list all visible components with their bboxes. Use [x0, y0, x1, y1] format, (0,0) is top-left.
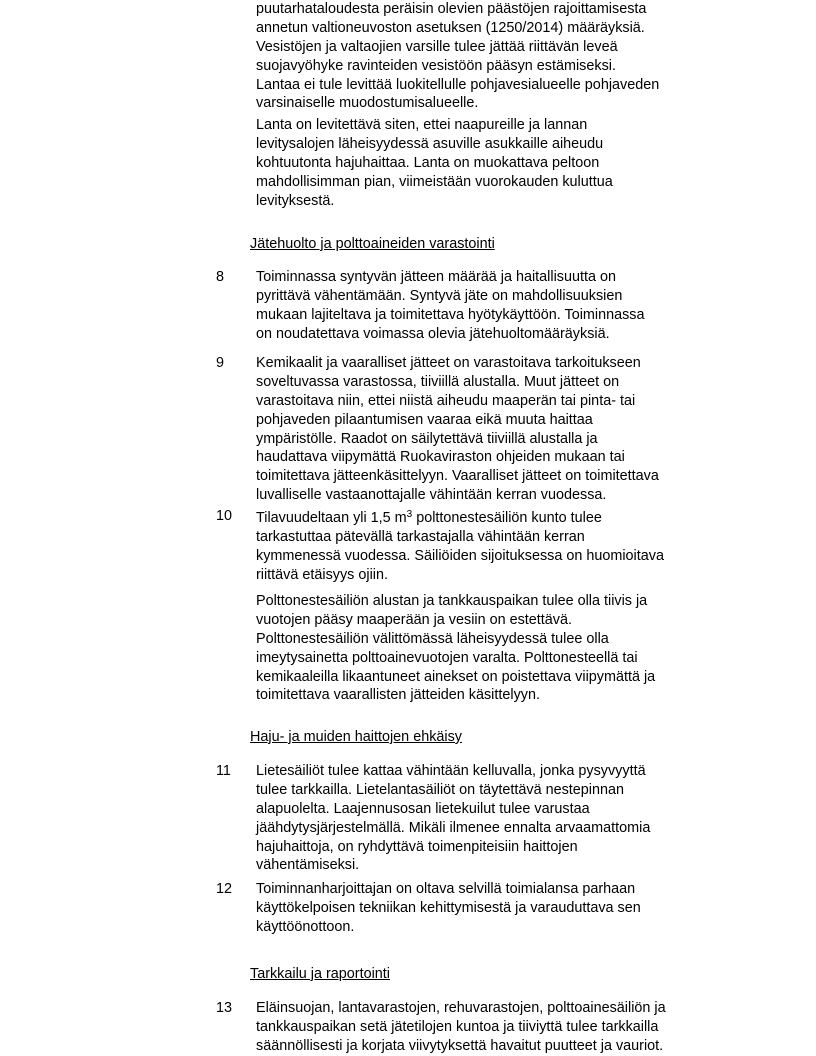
text-line: mahdollisimman pian, viimeistään vuorokauden kuluttua	[256, 173, 613, 190]
text-line: Kemikaalit ja vaaralliset jätteet on varastoitava tarkoitukseen	[256, 355, 641, 371]
text-line: toimitettava jätteenkäsittelyyn. Vaaralliset jätteet on toimitettava	[256, 468, 659, 485]
text-line: Polttonestesäiliön alustan ja tankkauspaikan tulee olla tiivis ja	[256, 593, 648, 609]
item-number-10: 10	[216, 508, 233, 524]
text-line: soveltuvassa varastossa, tiiviillä alustalla. Muut jätteet on	[256, 373, 620, 390]
intro-paragraph-2	[256, 116, 696, 210]
text-line: levitysalojen läheisyydessä asuville asukkaille aiheudu	[256, 135, 604, 152]
text-line: käyttökelpoisen tekniikan kehittymisestä ja varauduttava sen	[256, 899, 641, 916]
text-line: tarkastuttaa pätevällä tarkastajalla vähintään kerran	[256, 528, 585, 545]
text-line: Lietesäiliöt tulee kattaa vähintään kelluvalla, jonka pysyvyyttä	[256, 763, 646, 779]
superscript: 3	[406, 509, 413, 520]
item-12-text	[256, 880, 696, 937]
text-line: puutarhataloudesta peräisin olevien päästöjen rajoittamisesta	[256, 1, 647, 17]
text-line: tankkauspaikan setä jätetilojen kuntoa ja tiiviyttä tulee tarkkailla	[256, 1018, 659, 1035]
text-line: Polttonestesäiliön välittömässä läheisyydessä tulee olla	[256, 630, 609, 647]
text-line: Eläinsuojan, lantavarastojen, rehuvarastojen, polttoainesäiliön ja	[256, 1000, 666, 1016]
text-line: pyrittävä vähentämään. Syntyvä jäte on mahdollisuuksien	[256, 287, 623, 304]
text-line: on noudatettava voimassa olevia jätehuoltomääräyksiä.	[256, 325, 610, 342]
item-10-paragraph-2	[256, 592, 696, 705]
text-line: tulee tarkkailla. Lietelantasäiliöt on täytettävä nestepinnan	[256, 781, 625, 798]
text-line: alapuolelta. Laajennusosan lietekuilut tulee varustaa	[256, 800, 590, 817]
text-line: Lantaa ei tule levittää luokitellulle pohjavesialueelle pohjaveden	[256, 76, 660, 93]
text-line: Toiminnassa syntyvän jätteen määrää ja haitallisuutta on	[256, 269, 616, 285]
intro-paragraph-1	[256, 0, 696, 113]
text-line	[256, 509, 696, 528]
text-line: käyttöönottoon.	[256, 918, 355, 935]
text-line: säännöllisesti ja korjata viivytyksettä havaitut puutteet ja vauriot.	[256, 1037, 664, 1054]
item-8-text	[256, 268, 696, 344]
text-fragment: Tilavuudeltaan yli 1,5 m	[256, 510, 407, 526]
text-line: kemikaaleilla likaantuneet ainekset on poistettava viipymättä ja	[256, 668, 656, 685]
text-line: riittävä etäisyys ojiin.	[256, 566, 388, 583]
section-heading-odour: Haju- ja muiden haittojen ehkäisy	[250, 729, 462, 745]
item-number-13: 13	[216, 1000, 233, 1016]
text-line: suojavyöhyke ravinteiden vesistöön pääsyn estämiseksi.	[256, 57, 616, 74]
item-number-9: 9	[216, 355, 225, 371]
text-line: Toiminnanharjoittajan on oltava selvillä toimialansa parhaan	[256, 881, 636, 897]
text-line: mukaan lajiteltava ja toimitettava hyötykäyttöön. Toiminnassa	[256, 306, 645, 323]
text-line: levityksestä.	[256, 192, 335, 209]
item-9-text	[256, 354, 696, 505]
text-line: vuotojen pääsy maaperään ja vesiin on estettävä.	[256, 611, 572, 628]
text-line: Lanta on levitettävä siten, ettei naapureille ja lannan	[256, 117, 588, 133]
text-fragment: polttonestesäiliön kunto tulee	[412, 510, 602, 526]
text-line: varastoitava niin, ettei niistä aiheudu maaperän tai pinta- tai	[256, 392, 636, 409]
text-line: vähentämiseksi.	[256, 857, 360, 874]
text-line: kymmenessä vuodessa. Säiliöiden sijoituksessa on huomioitava	[256, 547, 664, 564]
item-number-8: 8	[216, 269, 225, 285]
text-line: annetun valtioneuvoston asetuksen (1250/2014) määräyksiä.	[256, 19, 645, 36]
section-heading-monitoring: Tarkkailu ja raportointi	[250, 966, 390, 982]
text-line: jäähdytysjärjestelmällä. Mikäli ilmenee ennalta arvaamattomia	[256, 819, 651, 836]
item-11-text	[256, 762, 696, 875]
text-line: luvalliselle vastaanottajalle vähintään kerran vuodessa.	[256, 487, 607, 504]
text-line: Vesistöjen ja valtaojien varsille tulee jättää riittävän leveä	[256, 38, 618, 55]
item-number-12: 12	[216, 881, 233, 897]
text-line: imeytysainetta polttoainevuotojen varalta. Polttonesteellä tai	[256, 649, 638, 666]
item-number-11: 11	[216, 763, 231, 779]
text-line: haudattava viipymättä Ruokaviraston ohjeiden mukaan tai	[256, 449, 625, 466]
item-10-text	[256, 509, 696, 585]
text-line: kohtuutonta hajuhaittaa. Lanta on muokattava peltoon	[256, 154, 600, 171]
text-line: toimitettava vaarallisten jätteiden käsittelyyn.	[256, 687, 540, 704]
text-line: hajuhaittoja, on ryhdyttävä toimenpiteisiin haittojen	[256, 838, 578, 855]
item-13-text	[256, 999, 696, 1056]
text-line: pohjaveden pilaantumisen vaaraa eikä muuta haittaa	[256, 411, 593, 428]
text-line: varsinaiselle muodostumisalueelle.	[256, 95, 479, 112]
section-heading-waste: Jätehuolto ja polttoaineiden varastointi	[250, 236, 495, 252]
text-line: ympäristölle. Raadot on säilytettävä tiiviillä alustalla ja	[256, 430, 598, 447]
